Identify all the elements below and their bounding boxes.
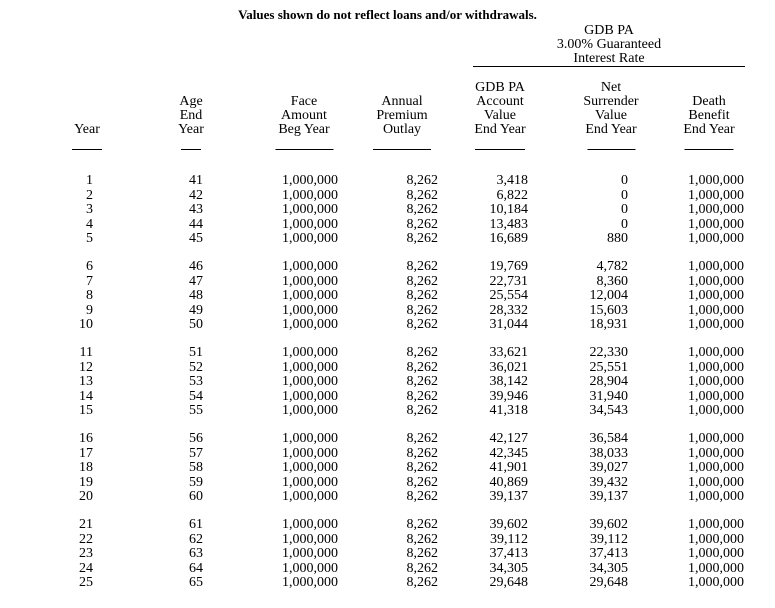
cell-gdb-pa-account-value-end-year: 41,901 <box>489 460 528 475</box>
cell-annual-premium-outlay: 8,262 <box>406 560 438 576</box>
cell-age-end-year: 53 <box>189 374 203 389</box>
cell-net-surrender-value-end-year: 28,904 <box>589 374 628 389</box>
cell-age-end-year: 61 <box>189 517 203 532</box>
cell-year: 19 <box>79 474 93 490</box>
cell-death-benefit-end-year: 1,000,000 <box>688 388 744 404</box>
cell-age-end-year: 42 <box>189 187 203 203</box>
column-header-line: Account <box>476 93 524 109</box>
cell-death-benefit-end-year: 1,000,000 <box>688 374 744 389</box>
column-header-line: Face <box>290 93 318 109</box>
column-header-underline <box>72 149 102 150</box>
column-header-line: Age <box>179 93 203 109</box>
cell-age-end-year: 64 <box>189 560 203 576</box>
rate-group-line-1: GDB PA <box>584 23 634 38</box>
cell-face-amount-beg-year: 1,000,000 <box>282 187 338 203</box>
column-header-underline <box>275 149 333 150</box>
cell-year: 7 <box>86 273 93 289</box>
table-row <box>0 447 775 462</box>
cell-year: 8 <box>86 288 93 303</box>
cell-gdb-pa-account-value-end-year: 39,137 <box>489 489 528 504</box>
table-row <box>0 218 775 233</box>
cell-gdb-pa-account-value-end-year: 6,822 <box>496 187 528 203</box>
table-row <box>0 547 775 562</box>
cell-net-surrender-value-end-year: 39,137 <box>589 489 628 504</box>
table-row <box>0 404 775 419</box>
table-row <box>0 174 775 189</box>
cell-age-end-year: 65 <box>189 575 203 590</box>
cell-death-benefit-end-year: 1,000,000 <box>688 216 744 232</box>
cell-gdb-pa-account-value-end-year: 13,483 <box>489 216 528 232</box>
cell-year: 11 <box>79 345 93 360</box>
cell-death-benefit-end-year: 1,000,000 <box>688 445 744 461</box>
cell-age-end-year: 58 <box>189 460 203 475</box>
table-row <box>0 346 775 361</box>
column-header-line: End Year <box>474 121 526 137</box>
cell-year: 25 <box>79 575 93 590</box>
cell-net-surrender-value-end-year: 880 <box>607 231 628 246</box>
cell-face-amount-beg-year: 1,000,000 <box>282 317 338 332</box>
cell-face-amount-beg-year: 1,000,000 <box>282 431 338 446</box>
cell-annual-premium-outlay: 8,262 <box>406 460 438 475</box>
cell-face-amount-beg-year: 1,000,000 <box>282 531 338 547</box>
cell-death-benefit-end-year: 1,000,000 <box>688 259 744 274</box>
cell-death-benefit-end-year: 1,000,000 <box>688 403 744 418</box>
cell-age-end-year: 55 <box>189 403 203 418</box>
cell-annual-premium-outlay: 8,262 <box>406 431 438 446</box>
cell-gdb-pa-account-value-end-year: 16,689 <box>489 231 528 246</box>
cell-gdb-pa-account-value-end-year: 39,602 <box>489 517 528 532</box>
cell-death-benefit-end-year: 1,000,000 <box>688 273 744 289</box>
table-row <box>0 203 775 218</box>
cell-net-surrender-value-end-year: 12,004 <box>589 288 628 303</box>
cell-death-benefit-end-year: 1,000,000 <box>688 288 744 303</box>
table-row <box>0 576 775 591</box>
cell-annual-premium-outlay: 8,262 <box>406 403 438 418</box>
cell-net-surrender-value-end-year: 8,360 <box>596 273 628 289</box>
cell-annual-premium-outlay: 8,262 <box>406 317 438 332</box>
table-row <box>0 476 775 491</box>
rate-group-line-2: 3.00% Guaranteed <box>556 37 662 52</box>
cell-death-benefit-end-year: 1,000,000 <box>688 560 744 576</box>
cell-age-end-year: 60 <box>189 489 203 504</box>
cell-age-end-year: 52 <box>189 359 203 375</box>
column-header-line: End <box>179 107 203 123</box>
cell-age-end-year: 49 <box>189 302 203 318</box>
cell-gdb-pa-account-value-end-year: 25,554 <box>489 288 528 303</box>
cell-face-amount-beg-year: 1,000,000 <box>282 517 338 532</box>
table-row <box>0 375 775 390</box>
cell-death-benefit-end-year: 1,000,000 <box>688 359 744 375</box>
column-header-line: End Year <box>585 121 637 137</box>
cell-gdb-pa-account-value-end-year: 39,112 <box>490 531 528 547</box>
table-row <box>0 390 775 405</box>
column-header-line: Amount <box>281 107 327 123</box>
cell-age-end-year: 54 <box>189 388 203 404</box>
cell-face-amount-beg-year: 1,000,000 <box>282 546 338 561</box>
cell-gdb-pa-account-value-end-year: 42,345 <box>489 445 528 461</box>
table-row <box>0 361 775 376</box>
cell-face-amount-beg-year: 1,000,000 <box>282 403 338 418</box>
row-block <box>0 518 775 591</box>
cell-annual-premium-outlay: 8,262 <box>406 517 438 532</box>
cell-year: 3 <box>86 202 93 217</box>
cell-year: 17 <box>79 445 93 461</box>
cell-gdb-pa-account-value-end-year: 42,127 <box>489 431 528 446</box>
table-row <box>0 533 775 548</box>
cell-annual-premium-outlay: 8,262 <box>406 474 438 490</box>
cell-annual-premium-outlay: 8,262 <box>406 531 438 547</box>
cell-gdb-pa-account-value-end-year: 3,418 <box>496 173 528 188</box>
row-block <box>0 174 775 247</box>
cell-age-end-year: 46 <box>189 259 203 274</box>
cell-gdb-pa-account-value-end-year: 28,332 <box>489 302 528 318</box>
cell-gdb-pa-account-value-end-year: 34,305 <box>489 560 528 576</box>
cell-net-surrender-value-end-year: 31,940 <box>589 388 628 404</box>
column-header-line: Net <box>600 79 622 95</box>
cell-annual-premium-outlay: 8,262 <box>406 575 438 590</box>
column-header-line: Annual <box>381 93 423 109</box>
cell-gdb-pa-account-value-end-year: 40,869 <box>489 474 528 490</box>
table-row <box>0 232 775 247</box>
cell-gdb-pa-account-value-end-year: 36,021 <box>489 359 528 375</box>
cell-net-surrender-value-end-year: 34,543 <box>589 403 628 418</box>
cell-face-amount-beg-year: 1,000,000 <box>282 173 338 188</box>
cell-age-end-year: 56 <box>189 431 203 446</box>
cell-age-end-year: 51 <box>189 345 203 360</box>
column-header-death-benefit-end-year <box>658 77 761 150</box>
cell-face-amount-beg-year: 1,000,000 <box>282 345 338 360</box>
table-row <box>0 432 775 447</box>
row-block <box>0 432 775 505</box>
cell-face-amount-beg-year: 1,000,000 <box>282 259 338 274</box>
cell-annual-premium-outlay: 8,262 <box>406 259 438 274</box>
cell-net-surrender-value-end-year: 29,648 <box>589 575 628 590</box>
cell-face-amount-beg-year: 1,000,000 <box>282 288 338 303</box>
cell-death-benefit-end-year: 1,000,000 <box>688 575 744 590</box>
cell-year: 24 <box>79 560 93 576</box>
cell-year: 10 <box>79 317 93 332</box>
table-row <box>0 318 775 333</box>
table-row <box>0 461 775 476</box>
cell-year: 4 <box>86 216 93 232</box>
cell-year: 16 <box>79 431 93 446</box>
cell-net-surrender-value-end-year: 18,931 <box>589 317 628 332</box>
table-row <box>0 304 775 319</box>
column-header-underline <box>181 149 201 150</box>
cell-annual-premium-outlay: 8,262 <box>406 216 438 232</box>
table-row <box>0 562 775 577</box>
column-header-underline <box>373 149 431 150</box>
cell-net-surrender-value-end-year: 39,027 <box>589 460 628 475</box>
cell-annual-premium-outlay: 8,262 <box>406 273 438 289</box>
cell-year: 15 <box>79 403 93 418</box>
row-block <box>0 346 775 419</box>
cell-net-surrender-value-end-year: 15,603 <box>589 302 628 318</box>
cell-annual-premium-outlay: 8,262 <box>406 445 438 461</box>
cell-gdb-pa-account-value-end-year: 37,413 <box>489 546 528 561</box>
cell-annual-premium-outlay: 8,262 <box>406 345 438 360</box>
cell-annual-premium-outlay: 8,262 <box>406 359 438 375</box>
cell-age-end-year: 50 <box>189 317 203 332</box>
cell-net-surrender-value-end-year: 39,432 <box>589 474 628 490</box>
cell-year: 6 <box>86 259 93 274</box>
cell-age-end-year: 59 <box>189 474 203 490</box>
cell-net-surrender-value-end-year: 0 <box>621 173 628 188</box>
cell-death-benefit-end-year: 1,000,000 <box>688 531 744 547</box>
cell-death-benefit-end-year: 1,000,000 <box>688 231 744 246</box>
column-header-age-end-year <box>136 77 246 150</box>
cell-face-amount-beg-year: 1,000,000 <box>282 489 338 504</box>
cell-net-surrender-value-end-year: 37,413 <box>589 546 628 561</box>
cell-annual-premium-outlay: 8,262 <box>406 288 438 303</box>
cell-year: 2 <box>86 187 93 203</box>
column-header-line: Surrender <box>583 93 639 109</box>
cell-year: 5 <box>86 231 93 246</box>
cell-death-benefit-end-year: 1,000,000 <box>688 345 744 360</box>
table-row <box>0 260 775 275</box>
cell-face-amount-beg-year: 1,000,000 <box>282 560 338 576</box>
cell-face-amount-beg-year: 1,000,000 <box>282 359 338 375</box>
cell-annual-premium-outlay: 8,262 <box>406 388 438 404</box>
cell-death-benefit-end-year: 1,000,000 <box>688 187 744 203</box>
cell-death-benefit-end-year: 1,000,000 <box>688 546 744 561</box>
cell-annual-premium-outlay: 8,262 <box>406 489 438 504</box>
cell-year: 9 <box>86 302 93 318</box>
column-header-line: Year <box>74 121 100 137</box>
column-header-net-surrender-value-end-year <box>558 77 665 150</box>
cell-year: 12 <box>79 359 93 375</box>
cell-death-benefit-end-year: 1,000,000 <box>688 517 744 532</box>
column-header-gdb-pa-account-value-end-year <box>450 77 550 150</box>
cell-annual-premium-outlay: 8,262 <box>406 374 438 389</box>
column-header-line: Beg Year <box>278 121 330 137</box>
column-header-underline <box>685 149 734 150</box>
column-header-line: Value <box>484 107 516 123</box>
column-header-annual-premium-outlay <box>352 77 452 150</box>
cell-age-end-year: 47 <box>189 273 203 289</box>
column-header-line: Outlay <box>382 121 422 137</box>
cell-annual-premium-outlay: 8,262 <box>406 187 438 203</box>
cell-death-benefit-end-year: 1,000,000 <box>688 489 744 504</box>
cell-year: 21 <box>79 517 93 532</box>
cell-annual-premium-outlay: 8,262 <box>406 173 438 188</box>
column-header-face-amount-beg-year <box>247 77 362 150</box>
cell-year: 23 <box>79 546 93 561</box>
cell-gdb-pa-account-value-end-year: 19,769 <box>489 259 528 274</box>
cell-gdb-pa-account-value-end-year: 33,621 <box>489 345 528 360</box>
cell-gdb-pa-account-value-end-year: 10,184 <box>489 202 528 217</box>
cell-net-surrender-value-end-year: 0 <box>621 187 628 203</box>
cell-death-benefit-end-year: 1,000,000 <box>688 431 744 446</box>
cell-face-amount-beg-year: 1,000,000 <box>282 575 338 590</box>
table-body <box>0 174 775 604</box>
cell-death-benefit-end-year: 1,000,000 <box>688 202 744 217</box>
cell-year: 22 <box>79 531 93 547</box>
table-row <box>0 289 775 304</box>
cell-face-amount-beg-year: 1,000,000 <box>282 216 338 232</box>
cell-net-surrender-value-end-year: 22,330 <box>589 345 628 360</box>
cell-face-amount-beg-year: 1,000,000 <box>282 445 338 461</box>
cell-gdb-pa-account-value-end-year: 39,946 <box>489 388 528 404</box>
cell-year: 20 <box>79 489 93 504</box>
cell-face-amount-beg-year: 1,000,000 <box>282 474 338 490</box>
column-header-line: Premium <box>376 107 428 123</box>
cell-age-end-year: 41 <box>189 173 203 188</box>
row-block <box>0 260 775 333</box>
cell-age-end-year: 57 <box>189 445 203 461</box>
column-header-line: Value <box>595 107 627 123</box>
cell-face-amount-beg-year: 1,000,000 <box>282 231 338 246</box>
cell-annual-premium-outlay: 8,262 <box>406 202 438 217</box>
cell-face-amount-beg-year: 1,000,000 <box>282 388 338 404</box>
cell-face-amount-beg-year: 1,000,000 <box>282 374 338 389</box>
cell-year: 13 <box>79 374 93 389</box>
column-header-underline <box>587 149 635 150</box>
page-title: Values shown do not reflect loans and/or withdrawals. <box>238 7 537 22</box>
cell-net-surrender-value-end-year: 34,305 <box>589 560 628 576</box>
cell-face-amount-beg-year: 1,000,000 <box>282 202 338 217</box>
cell-gdb-pa-account-value-end-year: 38,142 <box>489 374 528 389</box>
rate-group-line-3: Interest Rate <box>573 51 645 66</box>
cell-death-benefit-end-year: 1,000,000 <box>688 173 744 188</box>
cell-death-benefit-end-year: 1,000,000 <box>688 474 744 490</box>
column-header-line: Death <box>692 93 726 109</box>
cell-age-end-year: 44 <box>189 216 203 232</box>
column-header-line: Benefit <box>688 107 730 123</box>
cell-year: 14 <box>79 388 93 404</box>
cell-net-surrender-value-end-year: 36,584 <box>589 431 628 446</box>
cell-age-end-year: 62 <box>189 531 203 547</box>
cell-age-end-year: 63 <box>189 546 203 561</box>
cell-year: 1 <box>86 173 93 188</box>
cell-annual-premium-outlay: 8,262 <box>406 231 438 246</box>
cell-death-benefit-end-year: 1,000,000 <box>688 460 744 475</box>
cell-net-surrender-value-end-year: 38,033 <box>589 445 628 461</box>
cell-gdb-pa-account-value-end-year: 41,318 <box>489 403 528 418</box>
column-header-line: End Year <box>683 121 735 137</box>
table-row <box>0 490 775 505</box>
cell-year: 18 <box>79 460 93 475</box>
cell-net-surrender-value-end-year: 4,782 <box>596 259 628 274</box>
column-header-line: Year <box>178 121 204 137</box>
cell-net-surrender-value-end-year: 0 <box>621 202 628 217</box>
rate-group-header <box>473 24 745 67</box>
table-row <box>0 275 775 290</box>
cell-face-amount-beg-year: 1,000,000 <box>282 273 338 289</box>
cell-annual-premium-outlay: 8,262 <box>406 546 438 561</box>
table-header <box>0 77 775 150</box>
cell-net-surrender-value-end-year: 25,551 <box>589 359 628 375</box>
table-row <box>0 189 775 204</box>
cell-gdb-pa-account-value-end-year: 29,648 <box>489 575 528 590</box>
cell-annual-premium-outlay: 8,262 <box>406 302 438 318</box>
cell-gdb-pa-account-value-end-year: 22,731 <box>489 273 528 289</box>
cell-death-benefit-end-year: 1,000,000 <box>688 317 744 332</box>
cell-death-benefit-end-year: 1,000,000 <box>688 302 744 318</box>
cell-net-surrender-value-end-year: 0 <box>621 216 628 232</box>
cell-age-end-year: 48 <box>189 288 203 303</box>
cell-net-surrender-value-end-year: 39,602 <box>589 517 628 532</box>
table-row <box>0 518 775 533</box>
cell-net-surrender-value-end-year: 39,112 <box>590 531 628 547</box>
cell-face-amount-beg-year: 1,000,000 <box>282 302 338 318</box>
cell-age-end-year: 43 <box>189 202 203 217</box>
column-header-line: GDB PA <box>475 79 525 95</box>
cell-face-amount-beg-year: 1,000,000 <box>282 460 338 475</box>
cell-gdb-pa-account-value-end-year: 31,044 <box>489 317 528 332</box>
cell-age-end-year: 45 <box>189 231 203 246</box>
column-header-underline <box>475 149 525 150</box>
